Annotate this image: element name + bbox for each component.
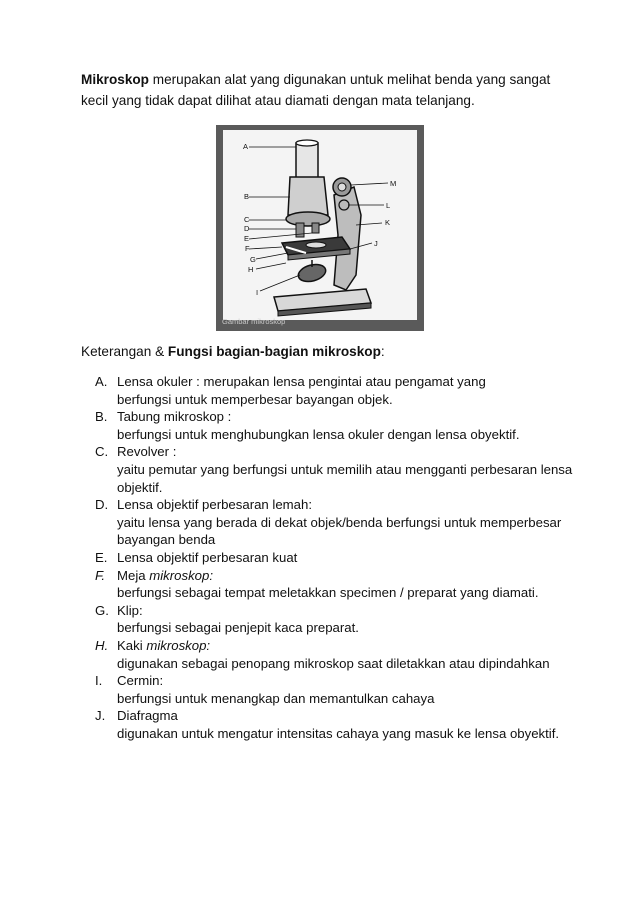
section-heading [81, 343, 385, 361]
figure-label-f: F [245, 244, 250, 253]
microscope-figure [216, 125, 424, 331]
list-item-i [95, 672, 575, 707]
figure-label-i: I [256, 288, 259, 297]
list-item-e [95, 549, 575, 567]
heading-suffix: : [380, 344, 385, 359]
item-marker: F. [95, 567, 106, 583]
item-marker: G. [95, 602, 109, 618]
figure-label-c: C [244, 215, 250, 224]
item-title: Cermin: [117, 673, 164, 689]
list-item-j [95, 707, 575, 742]
item-title: Klip: [117, 602, 143, 618]
item-desc: digunakan untuk mengatur intensitas cahaya yang masuk ke lensa obyektif. [117, 725, 560, 741]
item-marker: I. [95, 673, 103, 689]
item-marker: A. [95, 374, 108, 389]
list-item-g [95, 602, 575, 637]
list-item-h [95, 637, 575, 672]
figure-label-b: B [244, 192, 250, 201]
figure-label-j: J [374, 239, 378, 248]
item-title: Tabung mikroskop : [117, 409, 232, 425]
item-title-text: Meja [117, 567, 150, 583]
figure-label-d: D [244, 224, 250, 233]
figure-label-a: A [243, 142, 249, 151]
list-item-d [95, 496, 575, 549]
item-title-italic: mikroskop: [149, 567, 214, 583]
figure-caption: Gambar mikroskop [222, 317, 286, 326]
list-item-b [95, 408, 575, 443]
item-marker: C. [95, 444, 109, 460]
item-title: Lensa okuler : merupakan lensa pengintai atau pengamat yang [117, 374, 486, 389]
item-title: Revolver : [117, 444, 177, 460]
item-title: Diafragma [117, 708, 178, 724]
item-desc: yaitu lensa yang berada di dekat objek/benda berfungsi untuk memperbesar bayangan benda [117, 514, 562, 548]
item-title [117, 567, 575, 585]
item-desc: digunakan sebagai penopang mikroskop saat diletakkan atau dipindahkan [117, 655, 550, 671]
figure-label-m: M [390, 179, 397, 188]
item-marker: D. [95, 497, 109, 513]
list-item-c [95, 443, 575, 496]
item-desc: berfungsi untuk memperbesar bayangan objek. [117, 391, 393, 407]
figure-label-k: K [385, 218, 391, 227]
item-desc: berfungsi untuk menghubungkan lensa okuler dengan lensa obyektif. [117, 426, 520, 442]
intro-text: merupakan alat yang digunakan untuk melihat benda yang sangat kecil yang tidak dapat dilihat atau diamati dengan mata telanjang. [81, 72, 551, 108]
figure-label-h: H [248, 265, 254, 274]
list-item-a [95, 373, 575, 408]
figure-label-l: L [386, 201, 391, 210]
intro-term: Mikroskop [81, 72, 149, 87]
item-title-italic: mikroskop: [146, 637, 211, 653]
item-title-text: Kaki [117, 637, 147, 653]
microscope-illustration [216, 125, 424, 331]
item-title: Lensa objektif perbesaran kuat [117, 549, 298, 565]
heading-bold: Fungsi bagian-bagian mikroskop [167, 344, 381, 359]
figure-label-g: G [250, 255, 256, 264]
item-marker: H. [95, 637, 109, 653]
item-marker: B. [95, 409, 108, 425]
figure-label-e: E [244, 234, 250, 243]
item-desc: yaitu pemutar yang berfungsi untuk memilih atau mengganti perbesaran lensa objektif. [117, 461, 573, 495]
intro-paragraph [81, 69, 581, 111]
item-title [117, 637, 575, 655]
parts-list [95, 373, 575, 742]
item-desc: berfungsi sebagai penjepit kaca preparat. [117, 620, 359, 636]
item-title: Lensa objektif perbesaran lemah: [117, 497, 313, 513]
heading-prefix: Keterangan & [81, 344, 168, 359]
item-marker: J. [95, 708, 106, 724]
item-desc: berfungsi sebagai tempat meletakkan specimen / preparat yang diamati. [117, 585, 539, 601]
item-desc: berfungsi untuk menangkap dan memantulkan cahaya [117, 690, 435, 706]
item-marker: E. [95, 549, 108, 565]
list-item-f [95, 567, 575, 602]
